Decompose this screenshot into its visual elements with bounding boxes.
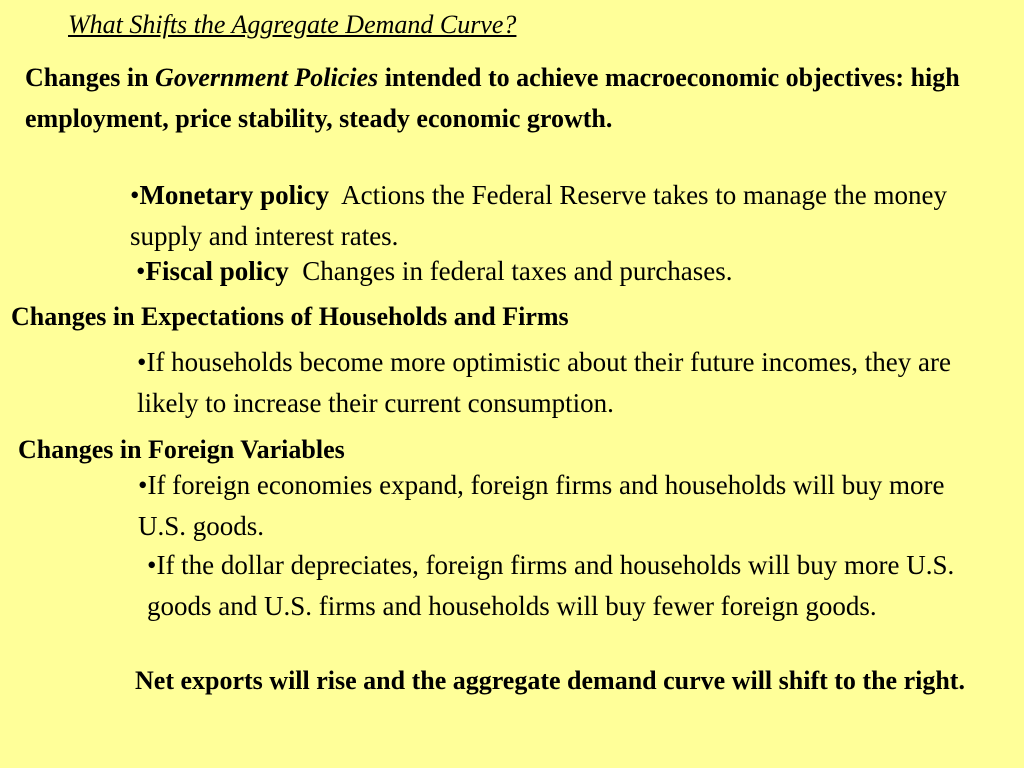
government-heading-suffix: intended to achieve macroeconomic objectives: high employment, price stability, steady economic growth.: [25, 63, 960, 133]
net-exports-conclusion: Net exports will rise and the aggregate demand curve will shift to the right.: [135, 666, 965, 695]
expectations-heading: Changes in Expectations of Households and Firms: [11, 302, 569, 331]
fiscal-policy-bullet: [136, 251, 1016, 292]
government-policies-heading: [25, 57, 1020, 139]
foreign-economies-bullet: •If foreign economies expand, foreign firms and households will buy more U.S. goods.: [138, 470, 945, 541]
optimistic-households-bullet: •If households become more optimistic about their future incomes, they are likely to increase their current consumption.: [137, 347, 951, 418]
government-heading-emphasis: Government Policies: [155, 63, 379, 92]
slide-title: What Shifts the Aggregate Demand Curve?: [68, 10, 517, 39]
fiscal-policy-definition: Changes in federal taxes and purchases.: [288, 256, 733, 286]
government-heading-prefix: Changes in: [25, 63, 156, 92]
bullet-glyph: •: [136, 256, 146, 286]
foreign-variables-heading: Changes in Foreign Variables: [18, 435, 345, 464]
monetary-policy-definition: Actions the Federal Reserve takes to manage the money supply and interest rates.: [130, 180, 954, 251]
fiscal-policy-term: Fiscal policy: [145, 256, 289, 286]
bullet-glyph: •: [130, 180, 140, 210]
monetary-policy-bullet: [130, 175, 1020, 257]
monetary-policy-term: Monetary policy: [139, 180, 330, 210]
dollar-depreciates-bullet: •If the dollar depreciates, foreign firms and households will buy more U.S. goods and U.S. firms and households will buy fewer foreign goods.: [147, 550, 955, 621]
